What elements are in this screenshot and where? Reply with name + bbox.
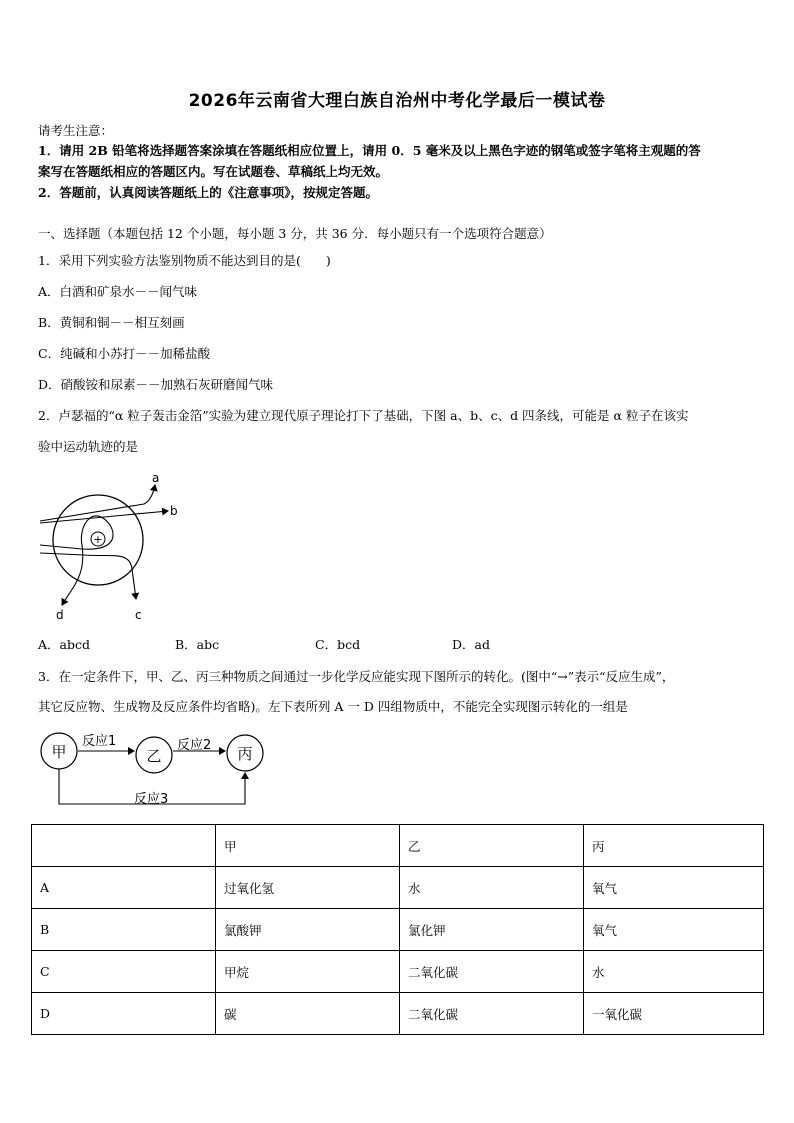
question-3-stem-line-1: 3．在一定条件下，甲、乙、丙三种物质之间通过一步化学反应能实现下图所示的转化。(图中“→”表示“反应生成”， xyxy=(38,669,675,684)
section-heading: 一、选择题（本题包括 12 个小题，每小题 3 分，共 36 分．每小题只有一个选项符合题意） xyxy=(38,226,552,241)
table-row xyxy=(32,951,764,993)
question-2-option-d: D．ad xyxy=(452,637,490,652)
notice-heading: 请考生注意： xyxy=(38,123,114,138)
table-cell: 二氧化碳 xyxy=(400,993,584,1035)
table-header-cell: 甲 xyxy=(216,825,400,867)
node-jia-label: 甲 xyxy=(51,743,67,761)
table-header-cell: 乙 xyxy=(400,825,584,867)
question-2-stem-line-2: 验中运动轨迹的是 xyxy=(38,439,139,454)
question-2-option-b: B．abc xyxy=(175,637,220,652)
question-1-stem: 1．采用下列实验方法鉴别物质不能达到目的是( ) xyxy=(38,253,331,268)
question-1-option-c: C．纯碱和小苏打－－加稀盐酸 xyxy=(38,346,211,361)
question-1-option-a: A．白酒和矿泉水－－闻气味 xyxy=(38,284,198,299)
question-2-option-a: A．abcd xyxy=(38,637,90,652)
question-2-stem-line-1: 2．卢瑟福的“α 粒子轰击金箔”实验为建立现代原子理论打下了基础，下图 a、b、c、d 四条线，可能是 α 粒子在该实 xyxy=(38,408,689,423)
nucleus-label: + xyxy=(93,533,103,546)
table-cell: A xyxy=(32,867,216,909)
question-1-option-d: D．硝酸铵和尿素－－加熟石灰研磨闻气味 xyxy=(38,377,274,392)
table-cell: 二氧化碳 xyxy=(400,951,584,993)
edge-1-label: 反应1 xyxy=(82,734,117,749)
label-b: b xyxy=(170,504,178,518)
table-cell: D xyxy=(32,993,216,1035)
table-cell: 水 xyxy=(584,951,764,993)
page-title: 2026年云南省大理白族自治州中考化学最后一模试卷 xyxy=(188,91,606,111)
question-1-option-b: B．黄铜和铜－－相互刻画 xyxy=(38,315,185,330)
table-cell: 过氧化氢 xyxy=(216,867,400,909)
table-cell: 水 xyxy=(400,867,584,909)
table-cell: 甲烷 xyxy=(216,951,400,993)
table-cell: B xyxy=(32,909,216,951)
table-row xyxy=(32,909,764,951)
answer-table xyxy=(31,824,764,1035)
notice-item-1-line-2: 案写在答题纸相应的答题区内。写在试题卷、草稿纸上均无效。 xyxy=(38,164,389,179)
node-bing-label: 丙 xyxy=(237,745,253,763)
conversion-diagram xyxy=(36,728,276,810)
trajectory-d xyxy=(40,516,113,605)
trajectory-c xyxy=(40,553,136,599)
notice-item-1-line-1: 1．请用 2B 铅笔将选择题答案涂填在答题纸相应位置上，请用 0．5 毫米及以上黑色字迹的钢笔或签字笔将主观题的答 xyxy=(38,143,701,158)
table-header-row xyxy=(32,825,764,867)
question-2-option-c: C．bcd xyxy=(315,637,361,652)
label-a: a xyxy=(152,471,160,485)
table-row xyxy=(32,993,764,1035)
table-cell: 氯化钾 xyxy=(400,909,584,951)
table-cell: C xyxy=(32,951,216,993)
table-cell: 一氧化碳 xyxy=(584,993,764,1035)
label-c: c xyxy=(135,608,142,622)
table-header-cell: 丙 xyxy=(584,825,764,867)
alpha-scattering-figure xyxy=(34,465,194,627)
table-cell: 氯酸钾 xyxy=(216,909,400,951)
label-d: d xyxy=(56,608,64,622)
node-yi-label: 乙 xyxy=(146,747,162,765)
table-header-cell xyxy=(32,825,216,867)
notice-item-2: 2．答题前，认真阅读答题纸上的《注意事项》，按规定答题。 xyxy=(38,185,378,200)
edge-2-label: 反应2 xyxy=(177,738,212,753)
table-cell: 碳 xyxy=(216,993,400,1035)
table-cell: 氧气 xyxy=(584,909,764,951)
table-cell: 氧气 xyxy=(584,867,764,909)
table-row xyxy=(32,867,764,909)
edge-3-label: 反应3 xyxy=(134,792,169,807)
question-3-stem-line-2: 其它反应物、生成物及反应条件均省略)。左下表所列 A 一 D 四组物质中，不能完全实现图示转化的一组是 xyxy=(38,699,628,714)
